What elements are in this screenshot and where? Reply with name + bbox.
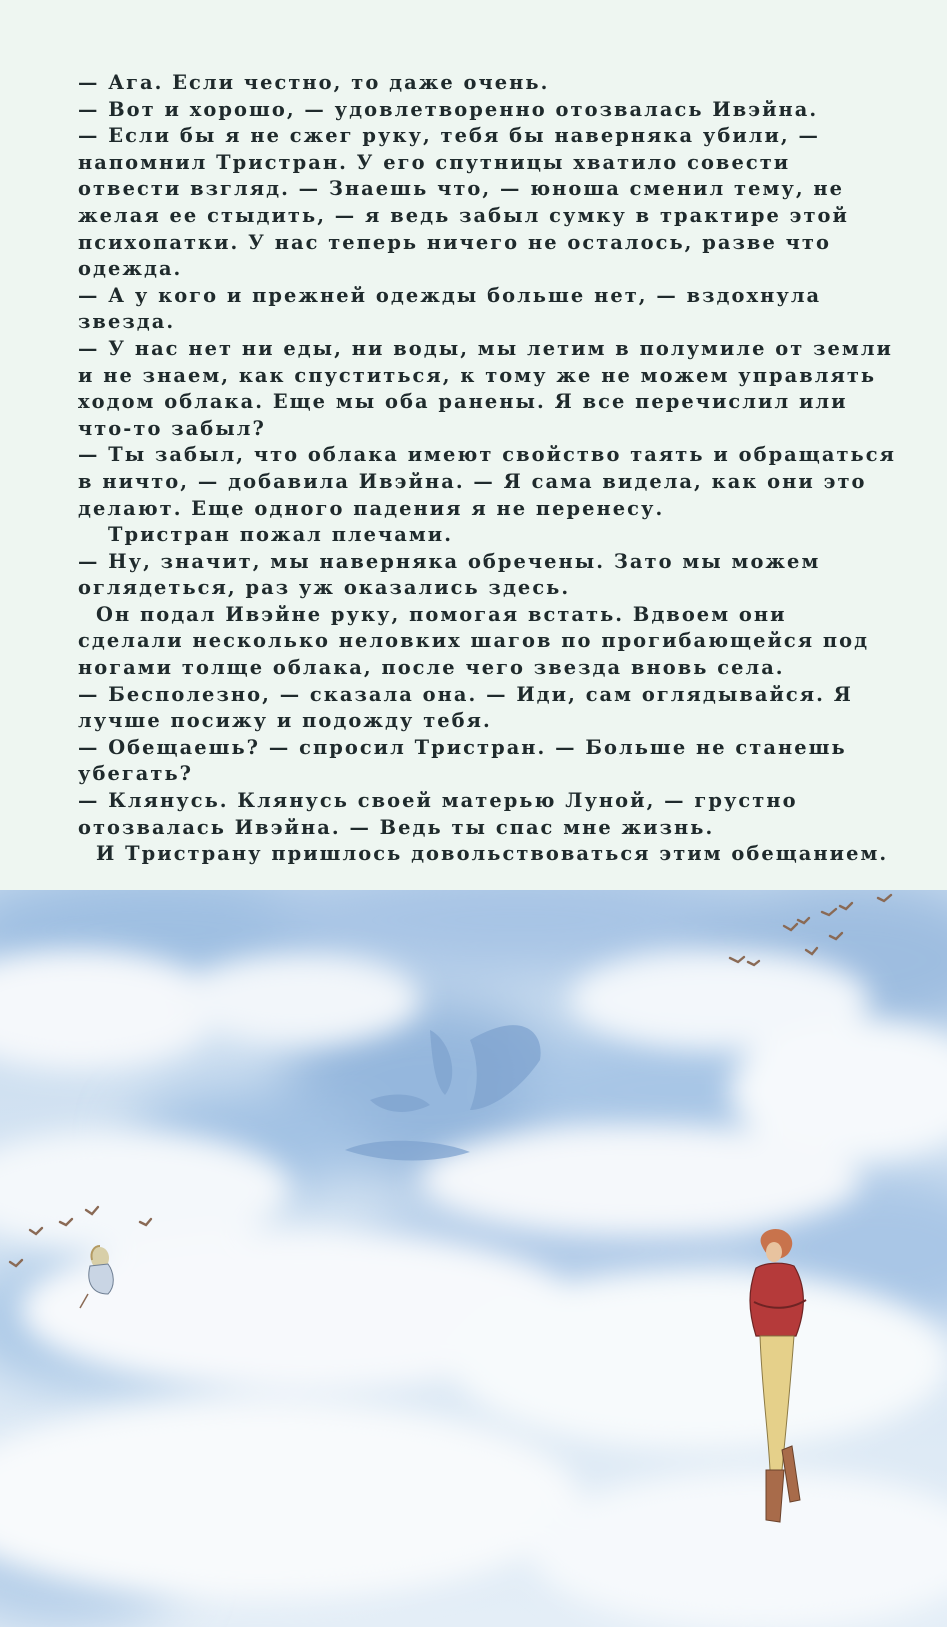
text-line: убегать? — [78, 762, 194, 786]
text-line: И Тристрану пришлось довольствоваться этим обещанием. — [96, 842, 889, 866]
text-line: — У нас нет ни еды, ни воды, мы летим в полумиле от земли — [78, 336, 893, 360]
text-line: в ничто, — добавила Ивэйна. — Я сама видела, как они это — [78, 469, 867, 493]
text-line: делают. Еще одного падения я не перенесу. — [78, 496, 665, 520]
text-line: — Если бы я не сжег руку, тебя бы наверняка убили, — — [78, 124, 820, 148]
text-line: отвести взгляд. — Знаешь что, — юноша сменил тему, не — [78, 177, 845, 201]
text-line: ногами толще облака, после чего звезда вновь села. — [78, 656, 785, 680]
text-line: желая ее стыдить, — я ведь забыл сумку в трактире этой — [78, 203, 849, 227]
text-line: — Бесполезно, — сказала она. — Иди, сам оглядывайся. Я — [78, 682, 853, 706]
text-line: ходом облака. Еще мы оба ранены. Я все перечислил или — [78, 390, 848, 414]
text-line: Тристран пожал плечами. — [108, 523, 454, 547]
text-line: и не знаем, как спуститься, к тому же не можем управлять — [78, 363, 877, 387]
text-line: одежда. — [78, 257, 183, 281]
story-text — [78, 70, 898, 868]
sky-illustration — [0, 890, 947, 1627]
text-line: — Клянусь. Клянусь своей матерью Луной, — грустно — [78, 789, 798, 813]
cloud-scene — [0, 890, 947, 1627]
text-line: — Вот и хорошо, — удовлетворенно отозвалась Ивэйна. — [78, 97, 819, 121]
text-line: — А у кого и прежней одежды больше нет, — вздохнула — [78, 283, 822, 307]
text-line: что-то забыл? — [78, 416, 266, 440]
text-line: лучше посижу и подожду тебя. — [78, 709, 492, 733]
text-line: — Обещаешь? — спросил Тристран. — Больше не станешь — [78, 735, 847, 759]
text-line: — Ну, значит, мы наверняка обречены. Зато мы можем — [78, 549, 821, 573]
text-line: сделали несколько неловких шагов по прогибающейся под — [78, 629, 870, 653]
text-line: оглядеться, раз уж оказались здесь. — [78, 576, 571, 600]
text-line: психопатки. У нас теперь ничего не осталось, разве что — [78, 230, 831, 254]
text-line: Он подал Ивэйне руку, помогая встать. Вдвоем они — [96, 602, 787, 626]
text-line: — Ага. Если честно, то даже очень. — [78, 71, 550, 94]
text-line: звезда. — [78, 310, 176, 334]
text-line: — Ты забыл, что облака имеют свойство таять и обращаться — [78, 443, 896, 467]
text-line: отозвалась Ивэйна. — Ведь ты спас мне жизнь. — [78, 815, 715, 839]
text-line: напомнил Тристран. У его спутницы хватило совести — [78, 150, 791, 174]
